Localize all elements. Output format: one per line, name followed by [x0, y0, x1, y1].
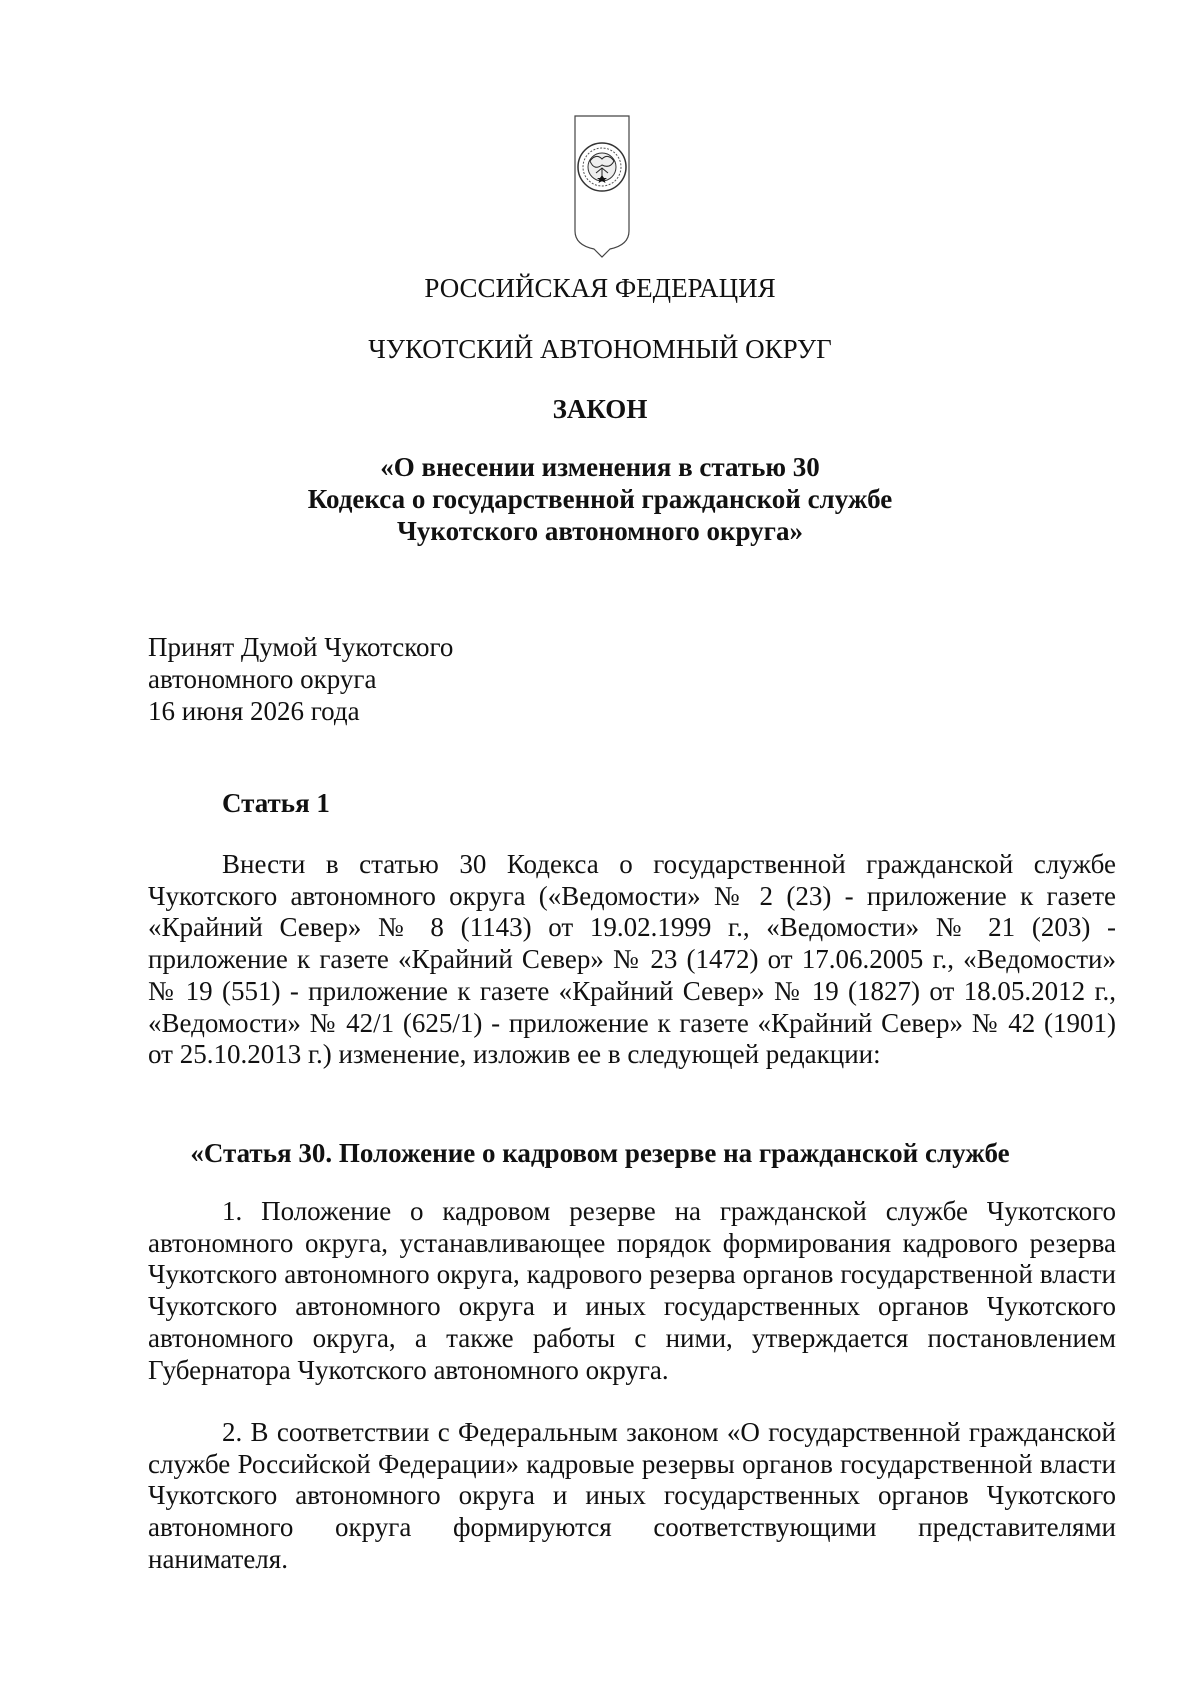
- article-30-paragraph-2: 2. В соответствии с Федеральным законом «О государственной гражданской службе Российской Федерации» кадровые резервы органов государственной власти Чукотского автономного округа и иных государственных органов Чукотского автономного округа формируются соответствующими представителями нанимателя.: [148, 1417, 1116, 1574]
- adoption-line-3: 16 июня 2026 года: [148, 696, 360, 726]
- law-title-line-3: Чукотского автономного округа»: [397, 516, 803, 546]
- law-title-line-2: Кодекса о государственной гражданской службе: [307, 484, 893, 514]
- article-1-heading: Статья 1: [222, 788, 330, 818]
- region-name: ЧУКОТСКИЙ АВТОНОМНЫЙ ОКРУГ: [368, 334, 832, 364]
- adoption-block: [148, 631, 453, 727]
- document-type: ЗАКОН: [552, 394, 648, 424]
- country-name: РОССИЙСКАЯ ФЕДЕРАЦИЯ: [424, 273, 776, 303]
- article-1-body: Внести в статью 30 Кодекса о государственной гражданской службе Чукотского автономного округа («Ведомости» № 2 (23) - приложение к газете «Крайний Север» № 8 (1143) от 19.02.1999 г., «Ведомости» № 21 (203) - приложение к газете «Крайний Север» № 23 (1472) от 17.06.2005 г., «Ведомости» № 19 (551) - приложение к газете «Крайний Север» № 19 (1827) от 18.05.2012 г., «Ведомости» № 42/1 (625/1) - приложение к газете «Крайний Север» № 42 (1901) от 25.10.2013 г.) изменение, изложив ее в следующей редакции:: [148, 849, 1116, 1070]
- coat-of-arms-emblem: [572, 113, 632, 259]
- article-30-paragraph-1: 1. Положение о кадровом резерве на гражданской службе Чукотского автономного округа, устанавливающее порядок формирования кадрового резерва Чукотского автономного округа, кадрового резерва органов государственной власти Чукотского автономного округа и иных государственных органов Чукотского автономного округа, а также работы с ними, утверждается постановлением Губернатора Чукотского автономного округа.: [148, 1196, 1116, 1385]
- adoption-line-2: автономного округа: [148, 664, 377, 694]
- adoption-line-1: Принят Думой Чукотского: [148, 632, 454, 662]
- article-30-heading: «Статья 30. Положение о кадровом резерве на гражданской службе: [190, 1138, 1010, 1168]
- law-title-line-1: «О внесении изменения в статью 30: [380, 452, 820, 482]
